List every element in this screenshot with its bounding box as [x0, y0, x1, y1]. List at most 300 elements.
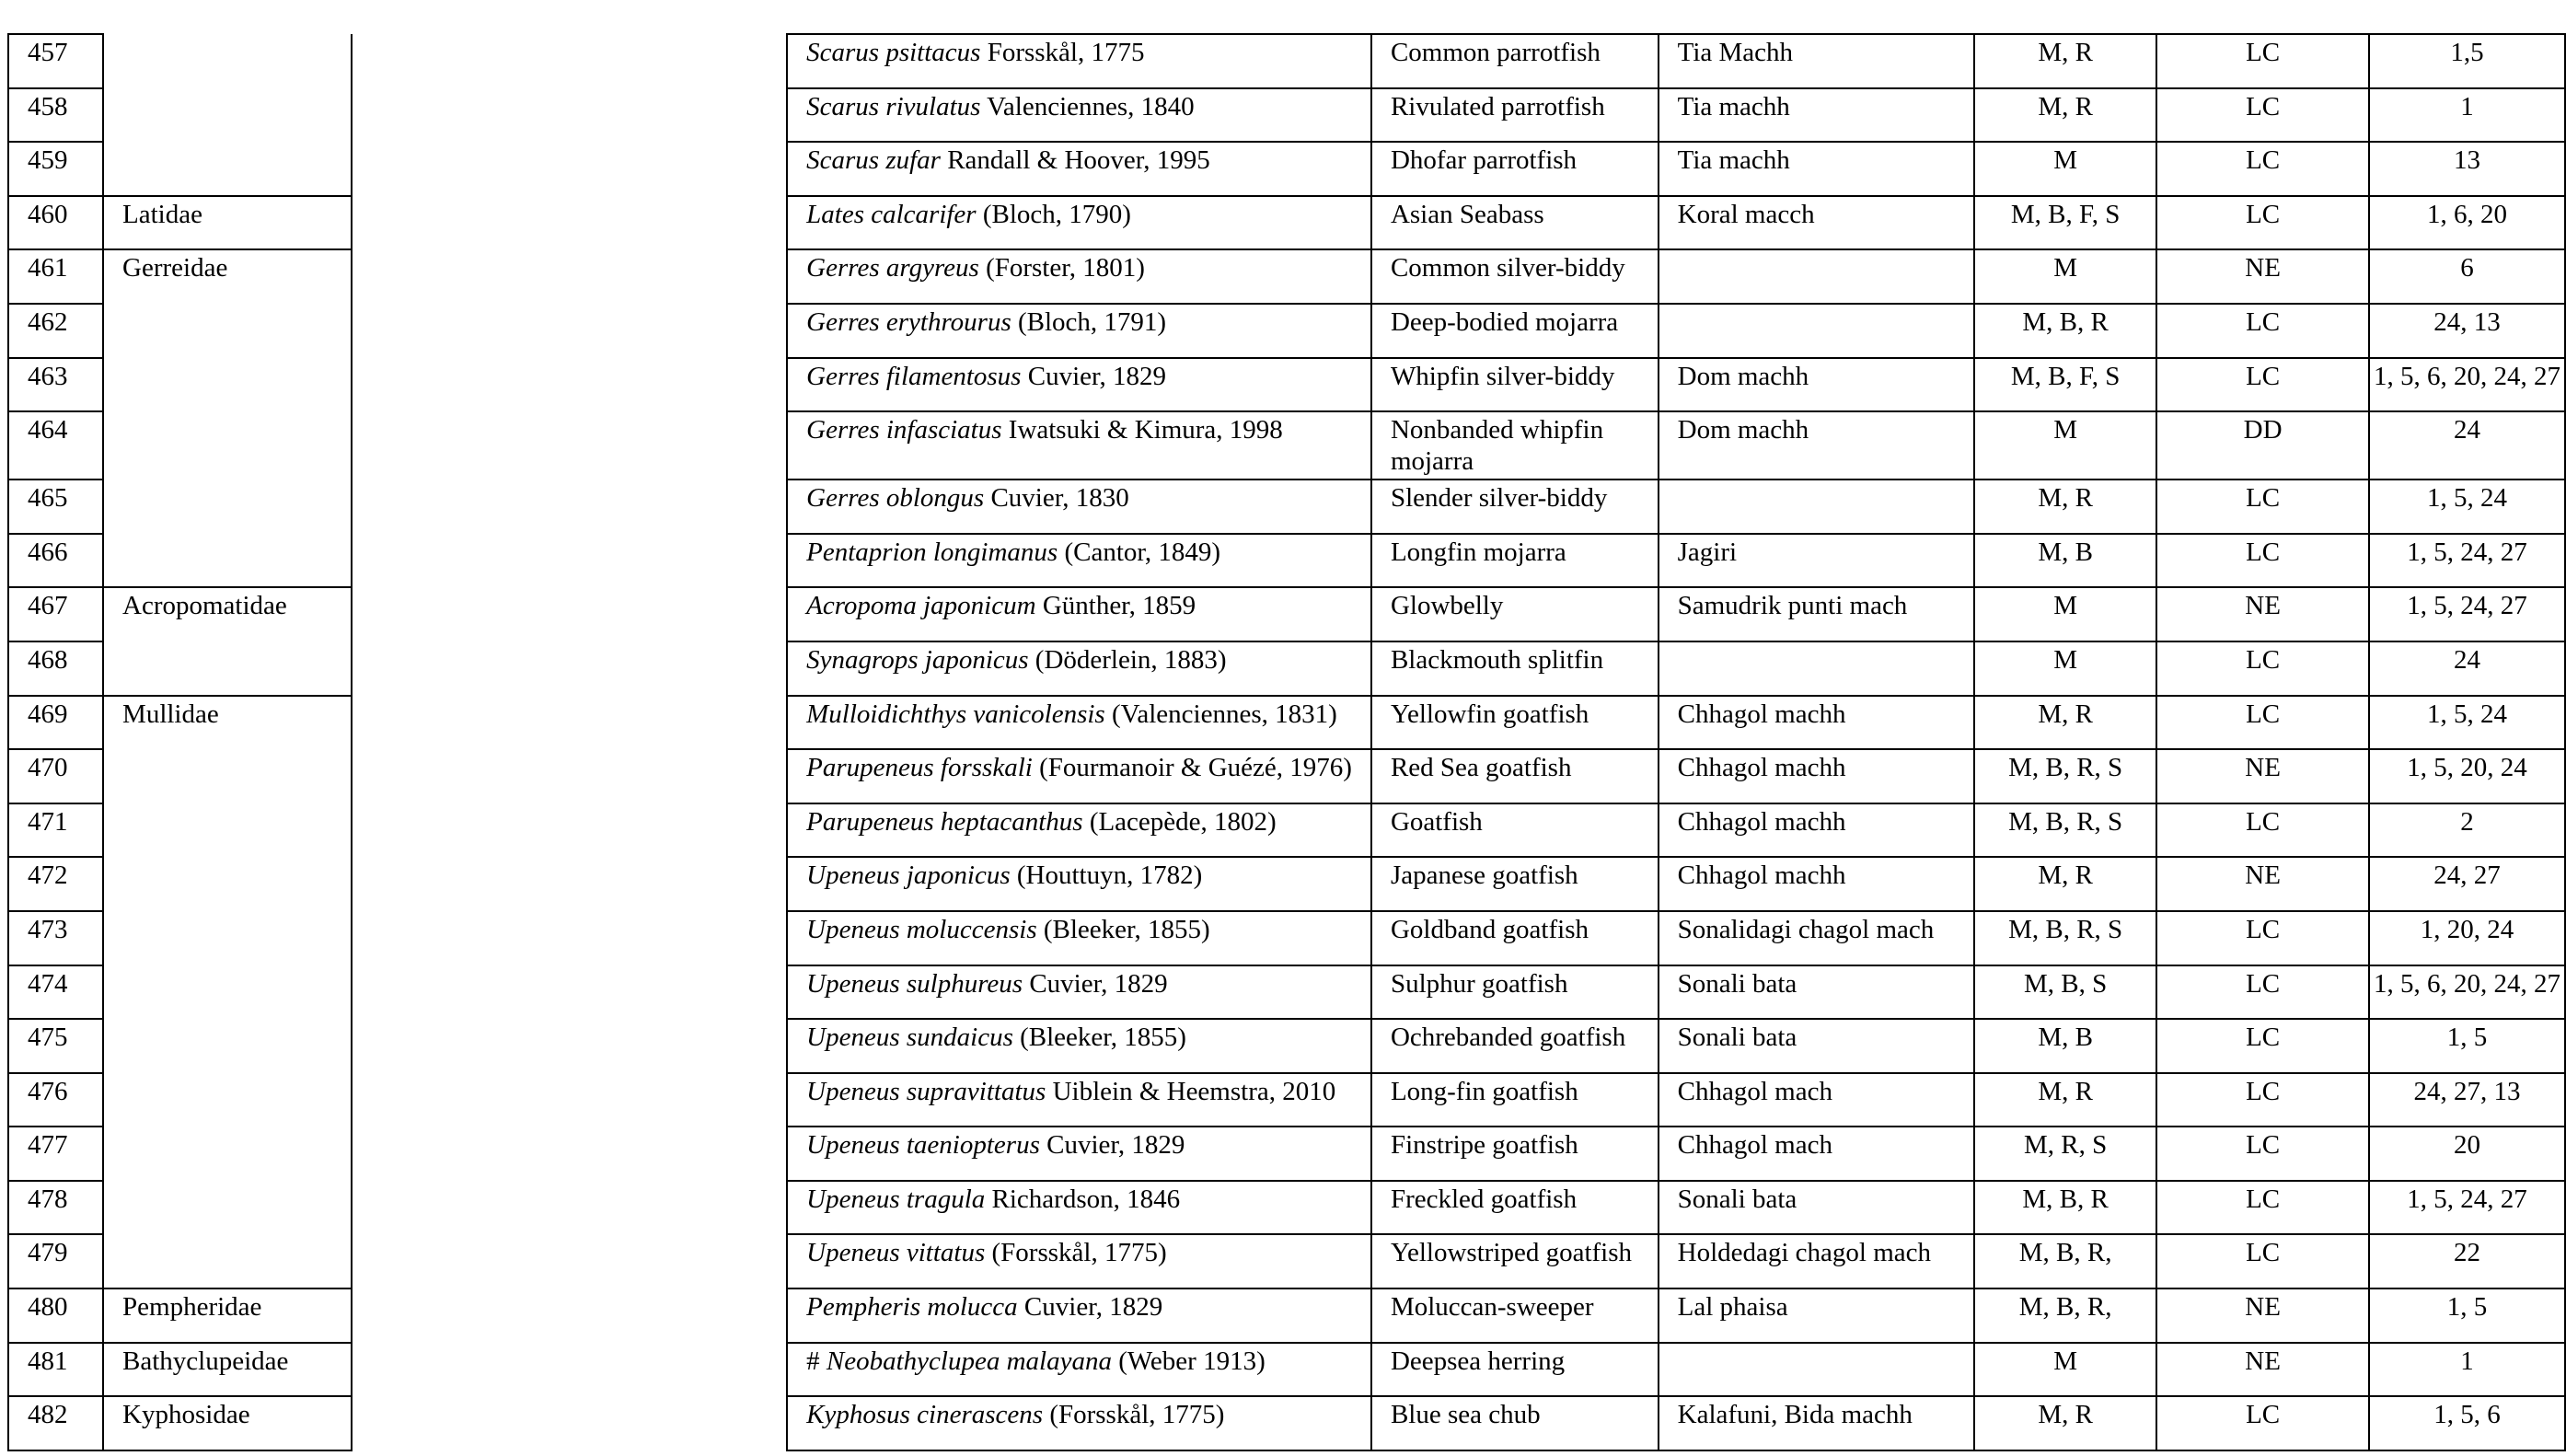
- habitat: M, B, R: [1974, 304, 2156, 358]
- scientific-name: [787, 304, 1371, 358]
- row-number: 473: [8, 911, 103, 965]
- references: 1: [2369, 1343, 2565, 1397]
- species-authority: Cuvier, 1829: [1039, 1130, 1185, 1161]
- habitat: M, B, R, S: [1974, 803, 2156, 858]
- conservation-status: LC: [2156, 965, 2369, 1020]
- common-name: Blackmouth splitfin: [1371, 641, 1659, 696]
- conservation-status: NE: [2156, 249, 2369, 304]
- column-gap: [352, 1019, 787, 1073]
- conservation-status: LC: [2156, 1073, 2369, 1127]
- common-name: Moluccan-sweeper: [1371, 1288, 1659, 1343]
- references: 1: [2369, 88, 2565, 143]
- family-name: Gerreidae: [103, 249, 352, 304]
- conservation-status: LC: [2156, 142, 2369, 196]
- references: 1, 5, 6: [2369, 1396, 2565, 1450]
- local-name: Kalafuni, Bida machh: [1659, 1396, 1974, 1450]
- references: 1, 5, 24: [2369, 480, 2565, 534]
- row-number: 461: [8, 249, 103, 304]
- species-binomial: Parupeneus heptacanthus: [806, 806, 1083, 837]
- conservation-status: LC: [2156, 358, 2369, 412]
- scientific-name: [787, 249, 1371, 304]
- species-authority: Valenciennes, 1840: [980, 91, 1195, 121]
- conservation-status: LC: [2156, 803, 2369, 858]
- conservation-status: LC: [2156, 1127, 2369, 1181]
- species-authority: Cuvier, 1829: [1017, 1292, 1163, 1323]
- habitat: M, B, R, S: [1974, 911, 2156, 965]
- scientific-name: [787, 480, 1371, 534]
- column-gap: [352, 304, 787, 358]
- local-name: Chhagol mach: [1659, 1127, 1974, 1181]
- conservation-status: LC: [2156, 1181, 2369, 1235]
- species-authority: Cuvier, 1829: [1021, 361, 1167, 391]
- table-row: [8, 1181, 2565, 1235]
- scientific-name: [787, 1181, 1371, 1235]
- scientific-name: [787, 1234, 1371, 1288]
- species-binomial: Neobathyclupea malayana: [826, 1346, 1112, 1376]
- habitat: M: [1974, 641, 2156, 696]
- column-gap: [352, 480, 787, 534]
- family-name: [103, 534, 352, 588]
- references: 1, 5, 24: [2369, 696, 2565, 750]
- species-binomial: Gerres erythrourus: [806, 306, 1011, 337]
- habitat: M, R: [1974, 480, 2156, 534]
- row-number: 457: [8, 34, 103, 88]
- species-authority: (Döderlein, 1883): [1028, 644, 1227, 675]
- table-row: [8, 803, 2565, 858]
- species-binomial: Upeneus sulphureus: [806, 968, 1023, 999]
- conservation-status: LC: [2156, 641, 2369, 696]
- family-name: [103, 480, 352, 534]
- row-number: 470: [8, 749, 103, 803]
- habitat: M, B, F, S: [1974, 196, 2156, 250]
- scientific-name: [787, 803, 1371, 858]
- common-name: Common parrotfish: [1371, 34, 1659, 88]
- habitat: M: [1974, 142, 2156, 196]
- references: 24, 27: [2369, 857, 2565, 911]
- species-authority: (Bloch, 1790): [976, 199, 1131, 229]
- family-name: [103, 857, 352, 911]
- column-gap: [352, 1396, 787, 1450]
- table-row: [8, 1234, 2565, 1288]
- table-row: [8, 965, 2565, 1020]
- habitat: M, R, S: [1974, 1127, 2156, 1181]
- references: 24, 27, 13: [2369, 1073, 2565, 1127]
- row-number: 481: [8, 1343, 103, 1397]
- common-name: Goatfish: [1371, 803, 1659, 858]
- family-name: [103, 304, 352, 358]
- species-binomial: Lates calcarifer: [806, 199, 977, 229]
- table-row: [8, 857, 2565, 911]
- species-binomial: Kyphosus cinerascens: [806, 1400, 1044, 1430]
- references: 1, 5, 6, 20, 24, 27: [2369, 358, 2565, 412]
- habitat: M, B, F, S: [1974, 358, 2156, 412]
- row-number: 460: [8, 196, 103, 250]
- column-gap: [352, 803, 787, 858]
- family-name: [103, 803, 352, 858]
- scientific-name: [787, 1073, 1371, 1127]
- common-name: Sulphur goatfish: [1371, 965, 1659, 1020]
- references: 1, 5: [2369, 1019, 2565, 1073]
- species-authority: Randall & Hoover, 1995: [940, 145, 1210, 176]
- conservation-status: LC: [2156, 696, 2369, 750]
- conservation-status: LC: [2156, 1396, 2369, 1450]
- habitat: M, R: [1974, 1073, 2156, 1127]
- local-name: Sonali bata: [1659, 965, 1974, 1020]
- species-binomial: Upeneus vittatus: [806, 1238, 986, 1268]
- table-row: [8, 587, 2565, 641]
- row-number: 468: [8, 641, 103, 696]
- local-name: Sonali bata: [1659, 1019, 1974, 1073]
- references: 1, 5, 6, 20, 24, 27: [2369, 965, 2565, 1020]
- conservation-status: LC: [2156, 34, 2369, 88]
- row-number: 464: [8, 411, 103, 480]
- habitat: M, R: [1974, 88, 2156, 143]
- row-number: 478: [8, 1181, 103, 1235]
- common-name: Common silver-biddy: [1371, 249, 1659, 304]
- scientific-name: [787, 1343, 1371, 1397]
- species-table: [7, 33, 2566, 1451]
- conservation-status: LC: [2156, 534, 2369, 588]
- column-gap: [352, 641, 787, 696]
- column-gap: [352, 1343, 787, 1397]
- table-row: [8, 88, 2565, 143]
- references: 1, 20, 24: [2369, 911, 2565, 965]
- column-gap: [352, 411, 787, 480]
- species-authority: Günther, 1859: [1035, 591, 1196, 621]
- column-gap: [352, 1127, 787, 1181]
- species-authority: (Bloch, 1791): [1011, 306, 1167, 337]
- conservation-status: NE: [2156, 587, 2369, 641]
- species-binomial: Pempheris molucca: [806, 1292, 1018, 1323]
- row-number: 475: [8, 1019, 103, 1073]
- species-binomial: Gerres infasciatus: [806, 415, 1002, 445]
- species-authority: (Cantor, 1849): [1058, 537, 1221, 567]
- habitat: M: [1974, 249, 2156, 304]
- species-authority: (Houttuyn, 1782): [1010, 861, 1203, 891]
- species-binomial: Synagrops japonicus: [806, 644, 1029, 675]
- conservation-status: LC: [2156, 88, 2369, 143]
- local-name: Dom machh: [1659, 411, 1974, 480]
- common-name: Whipfin silver-biddy: [1371, 358, 1659, 412]
- habitat: M, B: [1974, 1019, 2156, 1073]
- habitat: M, B: [1974, 534, 2156, 588]
- references: 1, 5, 24, 27: [2369, 534, 2565, 588]
- species-binomial: Pentaprion longimanus: [806, 537, 1058, 567]
- row-number: 479: [8, 1234, 103, 1288]
- species-authority: (Bleeker, 1855): [1012, 1023, 1186, 1053]
- species-authority: Forsskål, 1775: [980, 38, 1145, 67]
- habitat: M, B, R,: [1974, 1234, 2156, 1288]
- habitat: M, B, R: [1974, 1181, 2156, 1235]
- local-name: Tia machh: [1659, 88, 1974, 143]
- species-binomial: Scarus psittacus: [806, 38, 981, 67]
- local-name: Chhagol machh: [1659, 696, 1974, 750]
- table-row: [8, 34, 2565, 88]
- species-authority: (Valenciennes, 1831): [1104, 699, 1337, 729]
- local-name: Chhagol machh: [1659, 857, 1974, 911]
- habitat: M, R: [1974, 1396, 2156, 1450]
- species-authority: (Weber 1913): [1111, 1346, 1266, 1376]
- references: 1,5: [2369, 34, 2565, 88]
- scientific-name: [787, 142, 1371, 196]
- local-name: Jagiri: [1659, 534, 1974, 588]
- common-name: Long-fin goatfish: [1371, 1073, 1659, 1127]
- species-binomial: Upeneus tragula: [806, 1184, 986, 1214]
- row-number: 474: [8, 965, 103, 1020]
- column-gap: [352, 696, 787, 750]
- common-name: Blue sea chub: [1371, 1396, 1659, 1450]
- table-row: [8, 1073, 2565, 1127]
- local-name: Tia machh: [1659, 142, 1974, 196]
- scientific-name: [787, 911, 1371, 965]
- row-number: 472: [8, 857, 103, 911]
- species-authority: Uiblein & Heemstra, 2010: [1046, 1076, 1336, 1106]
- species-authority: Iwatsuki & Kimura, 1998: [1001, 415, 1283, 445]
- references: 22: [2369, 1234, 2565, 1288]
- conservation-status: LC: [2156, 911, 2369, 965]
- row-number: 462: [8, 304, 103, 358]
- species-authority: (Forster, 1801): [978, 253, 1145, 283]
- references: 24, 13: [2369, 304, 2565, 358]
- scientific-name: [787, 34, 1371, 88]
- habitat: M: [1974, 587, 2156, 641]
- species-authority: Richardson, 1846: [985, 1184, 1181, 1214]
- references: 1, 6, 20: [2369, 196, 2565, 250]
- table-row: [8, 534, 2565, 588]
- family-name: Pempheridae: [103, 1288, 352, 1343]
- column-gap: [352, 249, 787, 304]
- species-binomial: Scarus zufar: [806, 145, 941, 176]
- scientific-name: [787, 587, 1371, 641]
- family-name: [103, 749, 352, 803]
- family-name: [103, 1234, 352, 1288]
- references: 2: [2369, 803, 2565, 858]
- local-name: Chhagol machh: [1659, 749, 1974, 803]
- family-name: Kyphosidae: [103, 1396, 352, 1450]
- habitat: M, R: [1974, 857, 2156, 911]
- species-authority: (Forsskål, 1775): [985, 1238, 1167, 1268]
- species-binomial: Acropoma japonicum: [806, 591, 1036, 621]
- common-name: Longfin mojarra: [1371, 534, 1659, 588]
- local-name: Sonali bata: [1659, 1181, 1974, 1235]
- scientific-name: [787, 1396, 1371, 1450]
- scientific-name: [787, 196, 1371, 250]
- conservation-status: NE: [2156, 749, 2369, 803]
- column-gap: [352, 965, 787, 1020]
- column-gap: [352, 587, 787, 641]
- species-binomial: Upeneus japonicus: [806, 861, 1011, 891]
- species-authority: (Lacepède, 1802): [1082, 806, 1277, 837]
- common-name: Red Sea goatfish: [1371, 749, 1659, 803]
- common-name: Ochrebanded goatfish: [1371, 1019, 1659, 1073]
- scientific-name: [787, 965, 1371, 1020]
- species-binomial: Gerres oblongus: [806, 483, 985, 514]
- scientific-name: [787, 696, 1371, 750]
- table-row: [8, 1288, 2565, 1343]
- row-number: 469: [8, 696, 103, 750]
- row-number: 458: [8, 88, 103, 143]
- note-marker: #: [806, 1346, 826, 1376]
- column-gap: [352, 196, 787, 250]
- table-row: [8, 696, 2565, 750]
- references: 24: [2369, 641, 2565, 696]
- column-gap: [352, 142, 787, 196]
- family-name: [103, 1181, 352, 1235]
- species-binomial: Upeneus supravittatus: [806, 1076, 1046, 1106]
- row-number: 476: [8, 1073, 103, 1127]
- species-binomial: Gerres argyreus: [806, 253, 979, 283]
- scientific-name: [787, 749, 1371, 803]
- habitat: M: [1974, 1343, 2156, 1397]
- row-number: 459: [8, 142, 103, 196]
- row-number: 480: [8, 1288, 103, 1343]
- common-name: Dhofar parrotfish: [1371, 142, 1659, 196]
- column-gap: [352, 1181, 787, 1235]
- family-name: [103, 88, 352, 143]
- family-name: [103, 411, 352, 480]
- habitat: M, B, R, S: [1974, 749, 2156, 803]
- local-name: Lal phaisa: [1659, 1288, 1974, 1343]
- conservation-status: LC: [2156, 196, 2369, 250]
- local-name: Sonalidagi chagol mach: [1659, 911, 1974, 965]
- conservation-status: LC: [2156, 1019, 2369, 1073]
- family-name: Latidae: [103, 196, 352, 250]
- column-gap: [352, 534, 787, 588]
- family-name: [103, 1019, 352, 1073]
- common-name: Freckled goatfish: [1371, 1181, 1659, 1235]
- column-gap: [352, 911, 787, 965]
- scientific-name: [787, 358, 1371, 412]
- table-row: [8, 641, 2565, 696]
- scientific-name: [787, 641, 1371, 696]
- common-name: Glowbelly: [1371, 587, 1659, 641]
- scientific-name: [787, 857, 1371, 911]
- scientific-name: [787, 1127, 1371, 1181]
- table-row: [8, 1019, 2565, 1073]
- species-table-body: [8, 34, 2565, 1450]
- habitat: M, B, R,: [1974, 1288, 2156, 1343]
- common-name: Asian Seabass: [1371, 196, 1659, 250]
- species-binomial: Upeneus sundaicus: [806, 1023, 1013, 1053]
- table-row: [8, 1343, 2565, 1397]
- local-name: Chhagol machh: [1659, 803, 1974, 858]
- local-name: [1659, 641, 1974, 696]
- column-gap: [352, 1234, 787, 1288]
- common-name: Slender silver-biddy: [1371, 480, 1659, 534]
- local-name: Chhagol mach: [1659, 1073, 1974, 1127]
- column-gap: [352, 1288, 787, 1343]
- row-number: 477: [8, 1127, 103, 1181]
- family-name: [103, 911, 352, 965]
- species-authority: (Forsskål, 1775): [1043, 1400, 1225, 1430]
- local-name: [1659, 1343, 1974, 1397]
- table-row: [8, 1127, 2565, 1181]
- habitat: M, R: [1974, 34, 2156, 88]
- family-name: [103, 142, 352, 196]
- column-gap: [352, 358, 787, 412]
- table-row: [8, 142, 2565, 196]
- family-name: Mullidae: [103, 696, 352, 750]
- species-binomial: Mulloidichthys vanicolensis: [806, 699, 1105, 729]
- references: 13: [2369, 142, 2565, 196]
- common-name: Deep-bodied mojarra: [1371, 304, 1659, 358]
- common-name: Yellowfin goatfish: [1371, 696, 1659, 750]
- table-row: [8, 249, 2565, 304]
- table-row: [8, 196, 2565, 250]
- local-name: [1659, 304, 1974, 358]
- common-name: Deepsea herring: [1371, 1343, 1659, 1397]
- local-name: Holdedagi chagol mach: [1659, 1234, 1974, 1288]
- row-number: 471: [8, 803, 103, 858]
- family-name: [103, 1073, 352, 1127]
- references: 1, 5, 24, 27: [2369, 1181, 2565, 1235]
- column-gap: [352, 749, 787, 803]
- conservation-status: NE: [2156, 857, 2369, 911]
- habitat: M: [1974, 411, 2156, 480]
- table-row: [8, 358, 2565, 412]
- common-name: Japanese goatfish: [1371, 857, 1659, 911]
- row-number: 463: [8, 358, 103, 412]
- family-name: [103, 965, 352, 1020]
- local-name: Koral macch: [1659, 196, 1974, 250]
- row-number: 465: [8, 480, 103, 534]
- table-row: [8, 911, 2565, 965]
- table-row: [8, 304, 2565, 358]
- table-row: [8, 1396, 2565, 1450]
- scientific-name: [787, 534, 1371, 588]
- common-name: Nonbanded whipfin mojarra: [1371, 411, 1659, 480]
- conservation-status: LC: [2156, 480, 2369, 534]
- row-number: 466: [8, 534, 103, 588]
- common-name: Yellowstriped goatfish: [1371, 1234, 1659, 1288]
- column-gap: [352, 857, 787, 911]
- local-name: Samudrik punti mach: [1659, 587, 1974, 641]
- references: 20: [2369, 1127, 2565, 1181]
- conservation-status: NE: [2156, 1288, 2369, 1343]
- species-binomial: Gerres filamentosus: [806, 361, 1022, 391]
- family-name: Bathyclupeidae: [103, 1343, 352, 1397]
- habitat: M, B, S: [1974, 965, 2156, 1020]
- scientific-name: [787, 411, 1371, 480]
- table-row: [8, 411, 2565, 480]
- scientific-name: [787, 88, 1371, 143]
- family-name: [103, 34, 352, 88]
- common-name: Goldband goatfish: [1371, 911, 1659, 965]
- family-name: [103, 358, 352, 412]
- row-number: 467: [8, 587, 103, 641]
- references: 1, 5, 24, 27: [2369, 587, 2565, 641]
- conservation-status: LC: [2156, 304, 2369, 358]
- conservation-status: DD: [2156, 411, 2369, 480]
- family-name: [103, 1127, 352, 1181]
- table-row: [8, 749, 2565, 803]
- family-name: [103, 641, 352, 696]
- common-name: Rivulated parrotfish: [1371, 88, 1659, 143]
- species-binomial: Scarus rivulatus: [806, 91, 981, 121]
- references: 1, 5: [2369, 1288, 2565, 1343]
- species-binomial: Upeneus moluccensis: [806, 914, 1037, 944]
- row-number: 482: [8, 1396, 103, 1450]
- table-row: [8, 480, 2565, 534]
- species-binomial: Parupeneus forsskali: [806, 753, 1033, 783]
- family-name: Acropomatidae: [103, 587, 352, 641]
- local-name: [1659, 249, 1974, 304]
- local-name: Dom machh: [1659, 358, 1974, 412]
- scientific-name: [787, 1019, 1371, 1073]
- habitat: M, R: [1974, 696, 2156, 750]
- references: 1, 5, 20, 24: [2369, 749, 2565, 803]
- column-gap: [352, 1073, 787, 1127]
